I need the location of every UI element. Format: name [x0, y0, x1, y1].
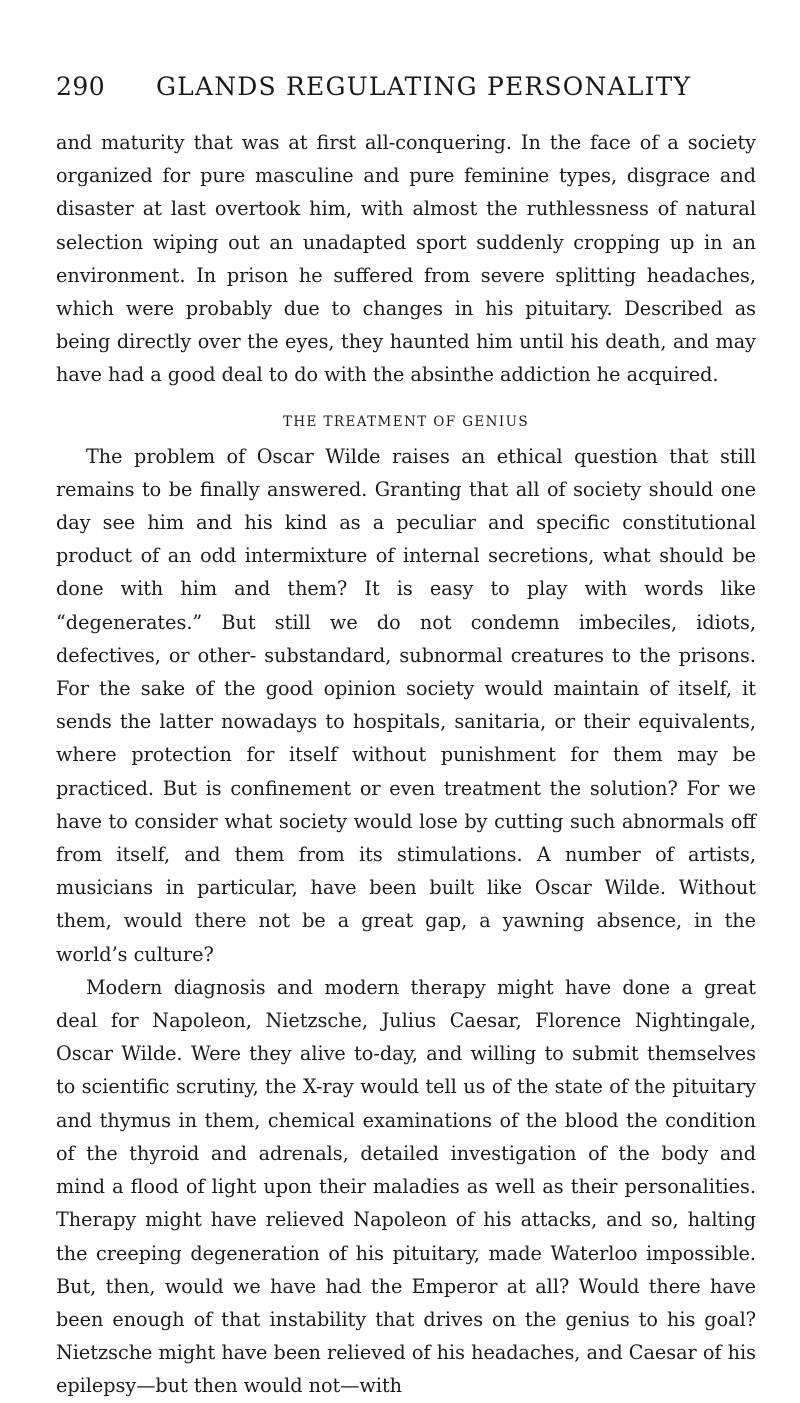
page-number: 290	[56, 72, 106, 101]
section-heading: THE TREATMENT OF GENIUS	[282, 413, 530, 430]
running-title: GLANDS REGULATING PERSONALITY	[156, 72, 692, 101]
running-head	[56, 72, 756, 112]
paragraph-modern-diagnosis: Modern diagnosis and modern therapy might have done a great deal for Napoleon, Nietzsche, Julius Caesar, Florence Nightingale, Oscar Wilde. Were they alive to-day, and willing to submit themselves to scientific scrutiny, the X-ray would tell us of the state of the pituitary and thymus in them, chemical examinations of the blood the condition of the thyroid and adrenals, detailed investigation of the body and mind a flood of light upon their maladies as well as their personalities. Therapy might have relieved Napoleon of his attacks, and so, halting the creeping degeneration of his pituitary, made Waterloo impossible. But, then, would we have had the Emperor at all? Would there have been enough of that instability that drives on the genius to his goal? Nietzsche might have been relieved of his headaches, and Caesar of his epilepsy—but then would not—with	[56, 975, 756, 1398]
paragraph-continuation: and maturity that was at first all-conquering. In the face of a society organized for pure masculine and pure feminine types, disgrace and disaster at last overtook him, with almost the ruthlessness of natural selection wiping out an unadapted sport suddenly cropping up in an environment. In prison he suffered from severe splitting headaches, which were probably due to changes in his pituitary. Described as being directly over the eyes, they haunted him until his death, and may have had a good deal to do with the absinthe addiction he acquired.	[56, 131, 756, 387]
book-page	[56, 72, 756, 1403]
paragraph-problem-of-wilde: The problem of Oscar Wilde raises an ethical question that still remains to be finally answered. Granting that all of society should one day see him and his kind as a peculiar and specific constitutional product of an odd intermixture of internal secretions, what should be done with him and them? It is easy to play with words like “degenerates.” But still we do not condemn imbeciles, idiots, defectives, or other- substandard, subnormal creatures to the prisons. For the sake of the good opinion society would maintain of itself, it sends the latter nowadays to hospitals, sanitaria, or their equivalents, where protection for itself without punishment for them may be practiced. But is confinement or even treatment the solution? For we have to consider what society would lose by cutting such abnormals off from itself, and them from its stimulations. A number of artists, musicians in particular, have been built like Oscar Wilde. Without them, would there not be a great gap, a yawning absence, in the world’s culture?	[56, 444, 756, 966]
